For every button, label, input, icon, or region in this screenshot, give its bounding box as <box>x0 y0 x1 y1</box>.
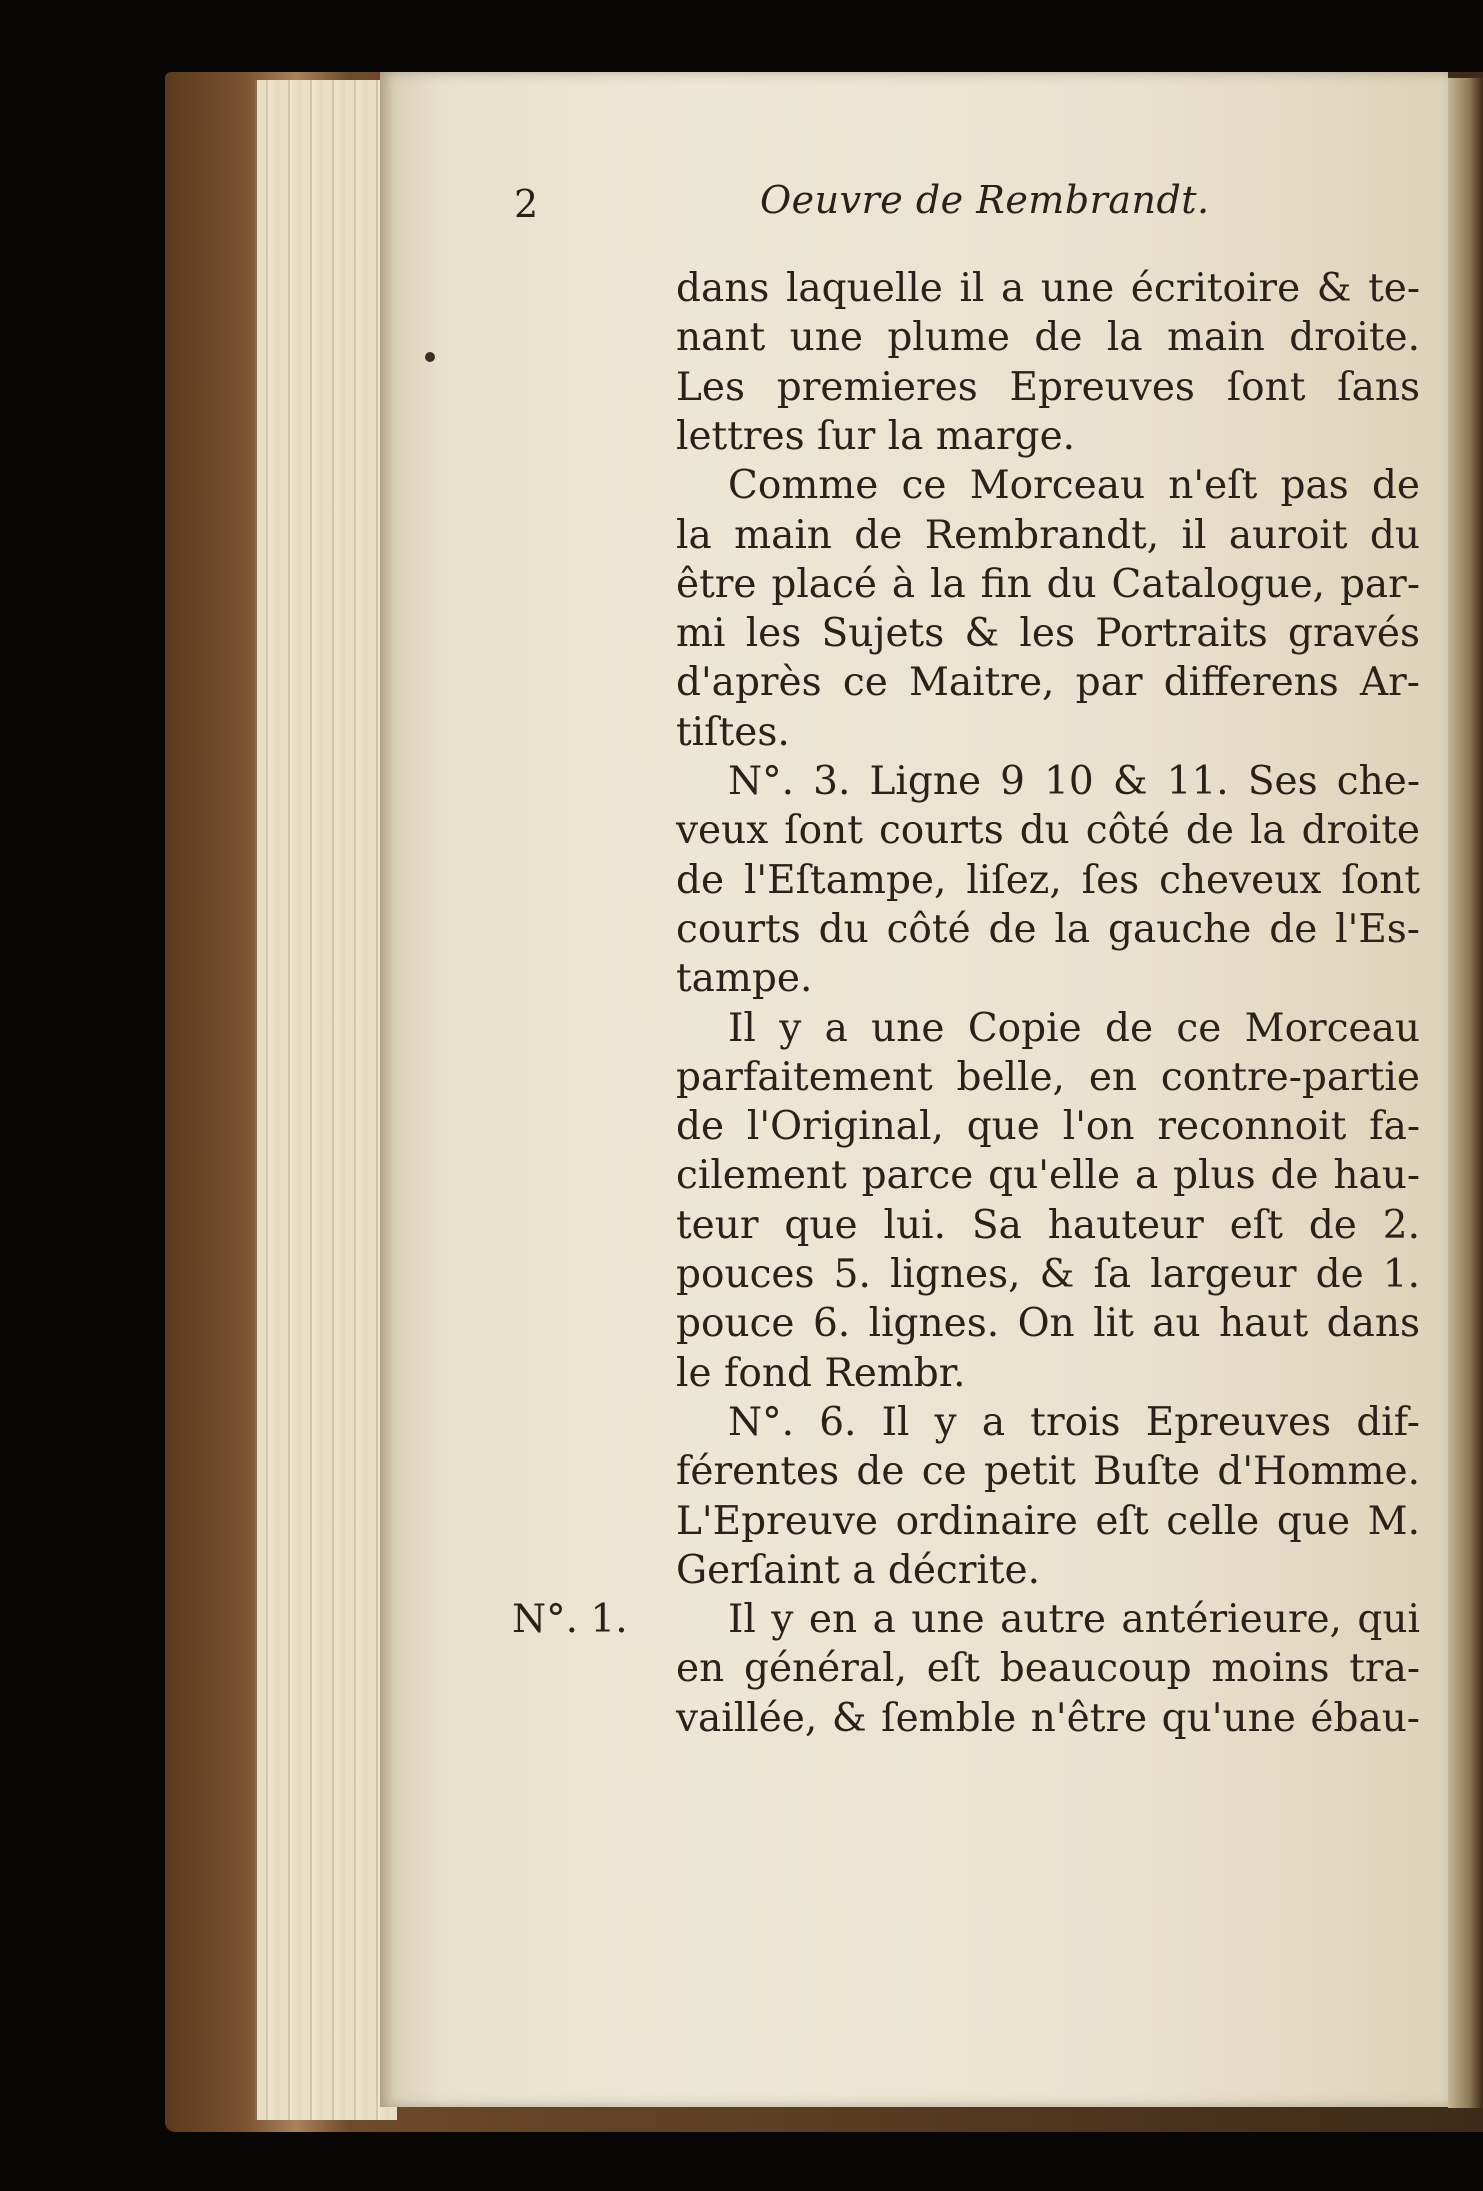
text-line: tampe. <box>676 956 813 1002</box>
text-line: le fond Rembr. <box>676 1350 966 1396</box>
text-line: tiſtes. <box>676 709 790 755</box>
text-line: de l'Original, que l'on reconnoit fa- <box>676 1104 1420 1150</box>
text-line: vaillée, & ſemble n'être qu'une ébau- <box>676 1695 1420 1741</box>
text-line: mi les Sujets & les Portraits gravés <box>676 611 1420 657</box>
text-line: courts du côté de la gauche de l'Es- <box>676 906 1420 952</box>
text-line: dans laquelle il a une écritoire & te- <box>676 266 1420 311</box>
page-edges-stack <box>255 80 397 2120</box>
text-line: pouces 5. lignes, & ſa largeur de 1. <box>676 1252 1420 1297</box>
text-line: d'après ce Maitre, par differens Ar- <box>676 660 1420 706</box>
margin-note: N°. 1. <box>512 1597 628 1642</box>
text-line: Gerſaint a décrite. <box>676 1547 1041 1593</box>
text-line: Les premieres Epreuves ſont ſans <box>676 364 1420 410</box>
text-line: L'Epreuve ordinaire eſt celle que M. <box>676 1498 1420 1544</box>
text-line: cilement parce qu'elle a plus de hau- <box>676 1153 1420 1199</box>
text-line: la main de Rembrandt, il auroit du <box>676 512 1420 558</box>
text-line: pouce 6. lignes. On lit au haut dans <box>676 1301 1420 1347</box>
text-line: en général, eſt beaucoup moins tra- <box>676 1646 1420 1692</box>
text-line: férentes de ce petit Buſte d'Homme. <box>676 1449 1420 1495</box>
text-line: nant une plume de la main droite. <box>676 315 1420 361</box>
text-line: Comme ce Morceau n'eſt pas de <box>728 463 1420 509</box>
text-line: être placé à la fin du Catalogue, par- <box>676 561 1420 607</box>
text-line: N°. 6. Il y a trois Epreuves dif- <box>728 1399 1420 1445</box>
text-line: Il y en a une autre antérieure, qui <box>728 1597 1420 1643</box>
page-number: 2 <box>514 182 539 226</box>
text-line: Il y a une Copie de ce Morceau <box>728 1005 1420 1051</box>
right-page-edge <box>1448 78 1483 2108</box>
text-line: teur que lui. Sa hauteur eſt de 2. <box>676 1202 1420 1248</box>
text-line: N°. 3. Ligne 9 10 & 11. Ses che- <box>728 759 1420 804</box>
text-line: lettres ſur la marge. <box>676 413 1076 459</box>
ink-dot <box>425 352 435 362</box>
text-line: parfaitement belle, en contre-partie <box>676 1054 1420 1100</box>
running-head: Oeuvre de Rembrandt. <box>760 178 1210 222</box>
text-line: veux ſont courts du côté de la droite <box>676 808 1420 854</box>
text-line: de l'Eſtampe, liſez, ſes cheveux ſont <box>676 857 1420 903</box>
